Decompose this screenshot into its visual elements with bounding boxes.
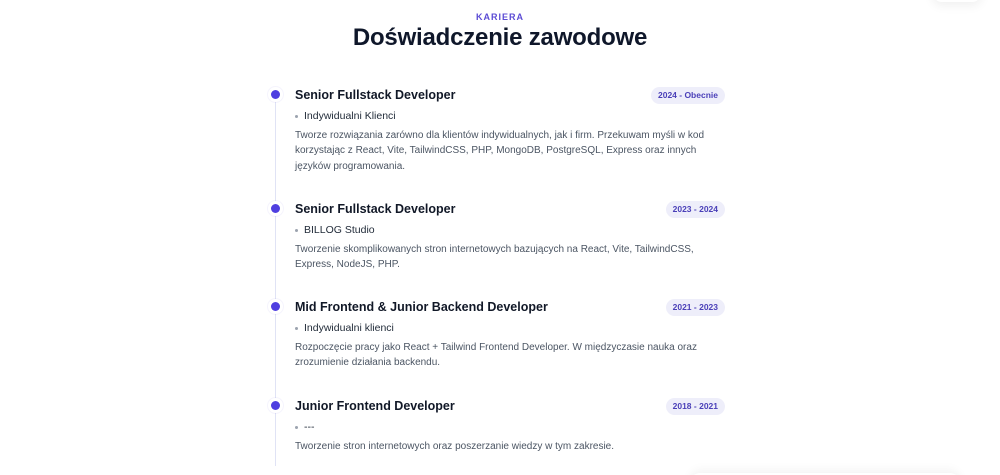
job-title: Senior Fullstack Developer [295,88,456,102]
bullet-icon [295,327,298,330]
job-title: Senior Fullstack Developer [295,202,456,216]
company-name [295,110,396,122]
job-description: Rozpoczęcie pracy jako React + Tailwind Frontend Developer. W międzyczasie nauka oraz zrozumienie działania backendu. [295,342,697,369]
timeline-dot-icon [271,401,280,410]
section-eyebrow: KARIERA [475,12,524,22]
timeline-dot-icon [271,302,280,311]
experience-timeline [270,82,730,475]
job-description: Tworze rozwiązania zarówno dla klientów indywidualnych, jak i firm. Przekuwam myśli w kod korzystając z React, Vite, TailwindCSS, PHP, MongoDB, PostgreSQL, Express oraz innych języków programowania. [295,130,705,172]
period-badge: 2021 - 2023 [666,299,725,316]
job-description: Tworzenie stron internetowych oraz poszerzanie wiedzy w tym zakresie. [295,441,615,452]
period-badge: 2024 - Obecnie [651,87,725,104]
page-title: Doświadczenie zawodowe [352,24,648,51]
company-name [295,421,315,433]
job-title: Mid Frontend & Junior Backend Developer [295,300,548,314]
bullet-icon [295,426,298,429]
period-badge: 2018 - 2021 [666,398,725,415]
company-label: Indywidualni klienci [304,322,394,334]
period-badge: 2023 - 2024 [666,201,725,218]
floating-element-shadow [932,0,982,2]
company-label: --- [304,421,315,433]
timeline-line [275,94,276,466]
bullet-icon [295,115,298,118]
company-name [295,224,375,236]
company-label: Indywidualni Klienci [304,110,396,122]
company-name [295,322,394,334]
timeline-dot-icon [271,90,280,99]
bullet-icon [295,229,298,232]
job-description: Tworzenie skomplikowanych stron internetowych bazujących na React, Vite, TailwindCSS, Express, NodeJS, PHP. [295,244,694,271]
job-title: Junior Frontend Developer [295,399,455,413]
company-label: BILLOG Studio [304,224,375,236]
timeline-dot-icon [271,204,280,213]
